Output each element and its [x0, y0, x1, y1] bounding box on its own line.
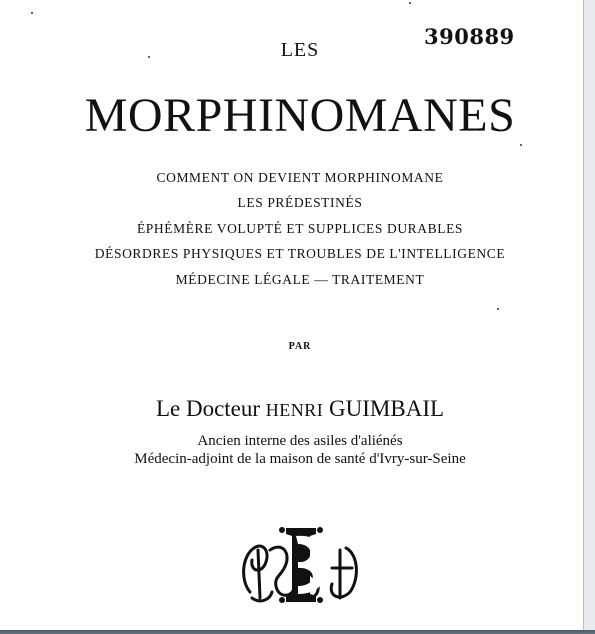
- author-first-name: HENRI: [265, 400, 324, 420]
- title-article: LES: [280, 39, 320, 61]
- subtitle-line: COMMENT ON DEVIENT MORPHINOMANE: [156, 170, 444, 185]
- author-credential: Médecin-adjoint de la maison de santé d'Ivry-sur-Seine: [134, 451, 466, 467]
- vertical-scrollbar[interactable]: [584, 0, 595, 630]
- subtitle-line: ÉPHÉMÈRE VOLUPTÉ ET SUPPLICES DURABLES: [136, 221, 464, 236]
- paper-speck: [520, 144, 522, 146]
- subtitle-line: LES PRÉDESTINÉS: [237, 195, 363, 210]
- author-prefix: Le Docteur: [155, 396, 261, 421]
- by-label: PAR: [288, 341, 312, 352]
- paper-speck: [31, 12, 33, 14]
- book-title: MORPHINOMANES: [84, 89, 516, 142]
- subtitle-line: DÉSORDRES PHYSIQUES ET TROUBLES DE L'INTELLIGENCE: [94, 246, 506, 261]
- paper-speck: [148, 56, 150, 58]
- paper-speck: [409, 2, 411, 4]
- author-credential: Ancien interne des asiles d'aliénés: [197, 433, 403, 449]
- subtitle-line: MÉDECINE LÉGALE — TRAITEMENT: [175, 272, 425, 287]
- library-call-number: 390889: [424, 24, 515, 49]
- author-line: [0, 396, 595, 422]
- paper-speck: [497, 308, 499, 310]
- author-last-name: GUIMBAIL: [329, 396, 445, 421]
- window-bottom-border: [0, 630, 595, 634]
- publisher-monogram-emblem: [236, 520, 366, 610]
